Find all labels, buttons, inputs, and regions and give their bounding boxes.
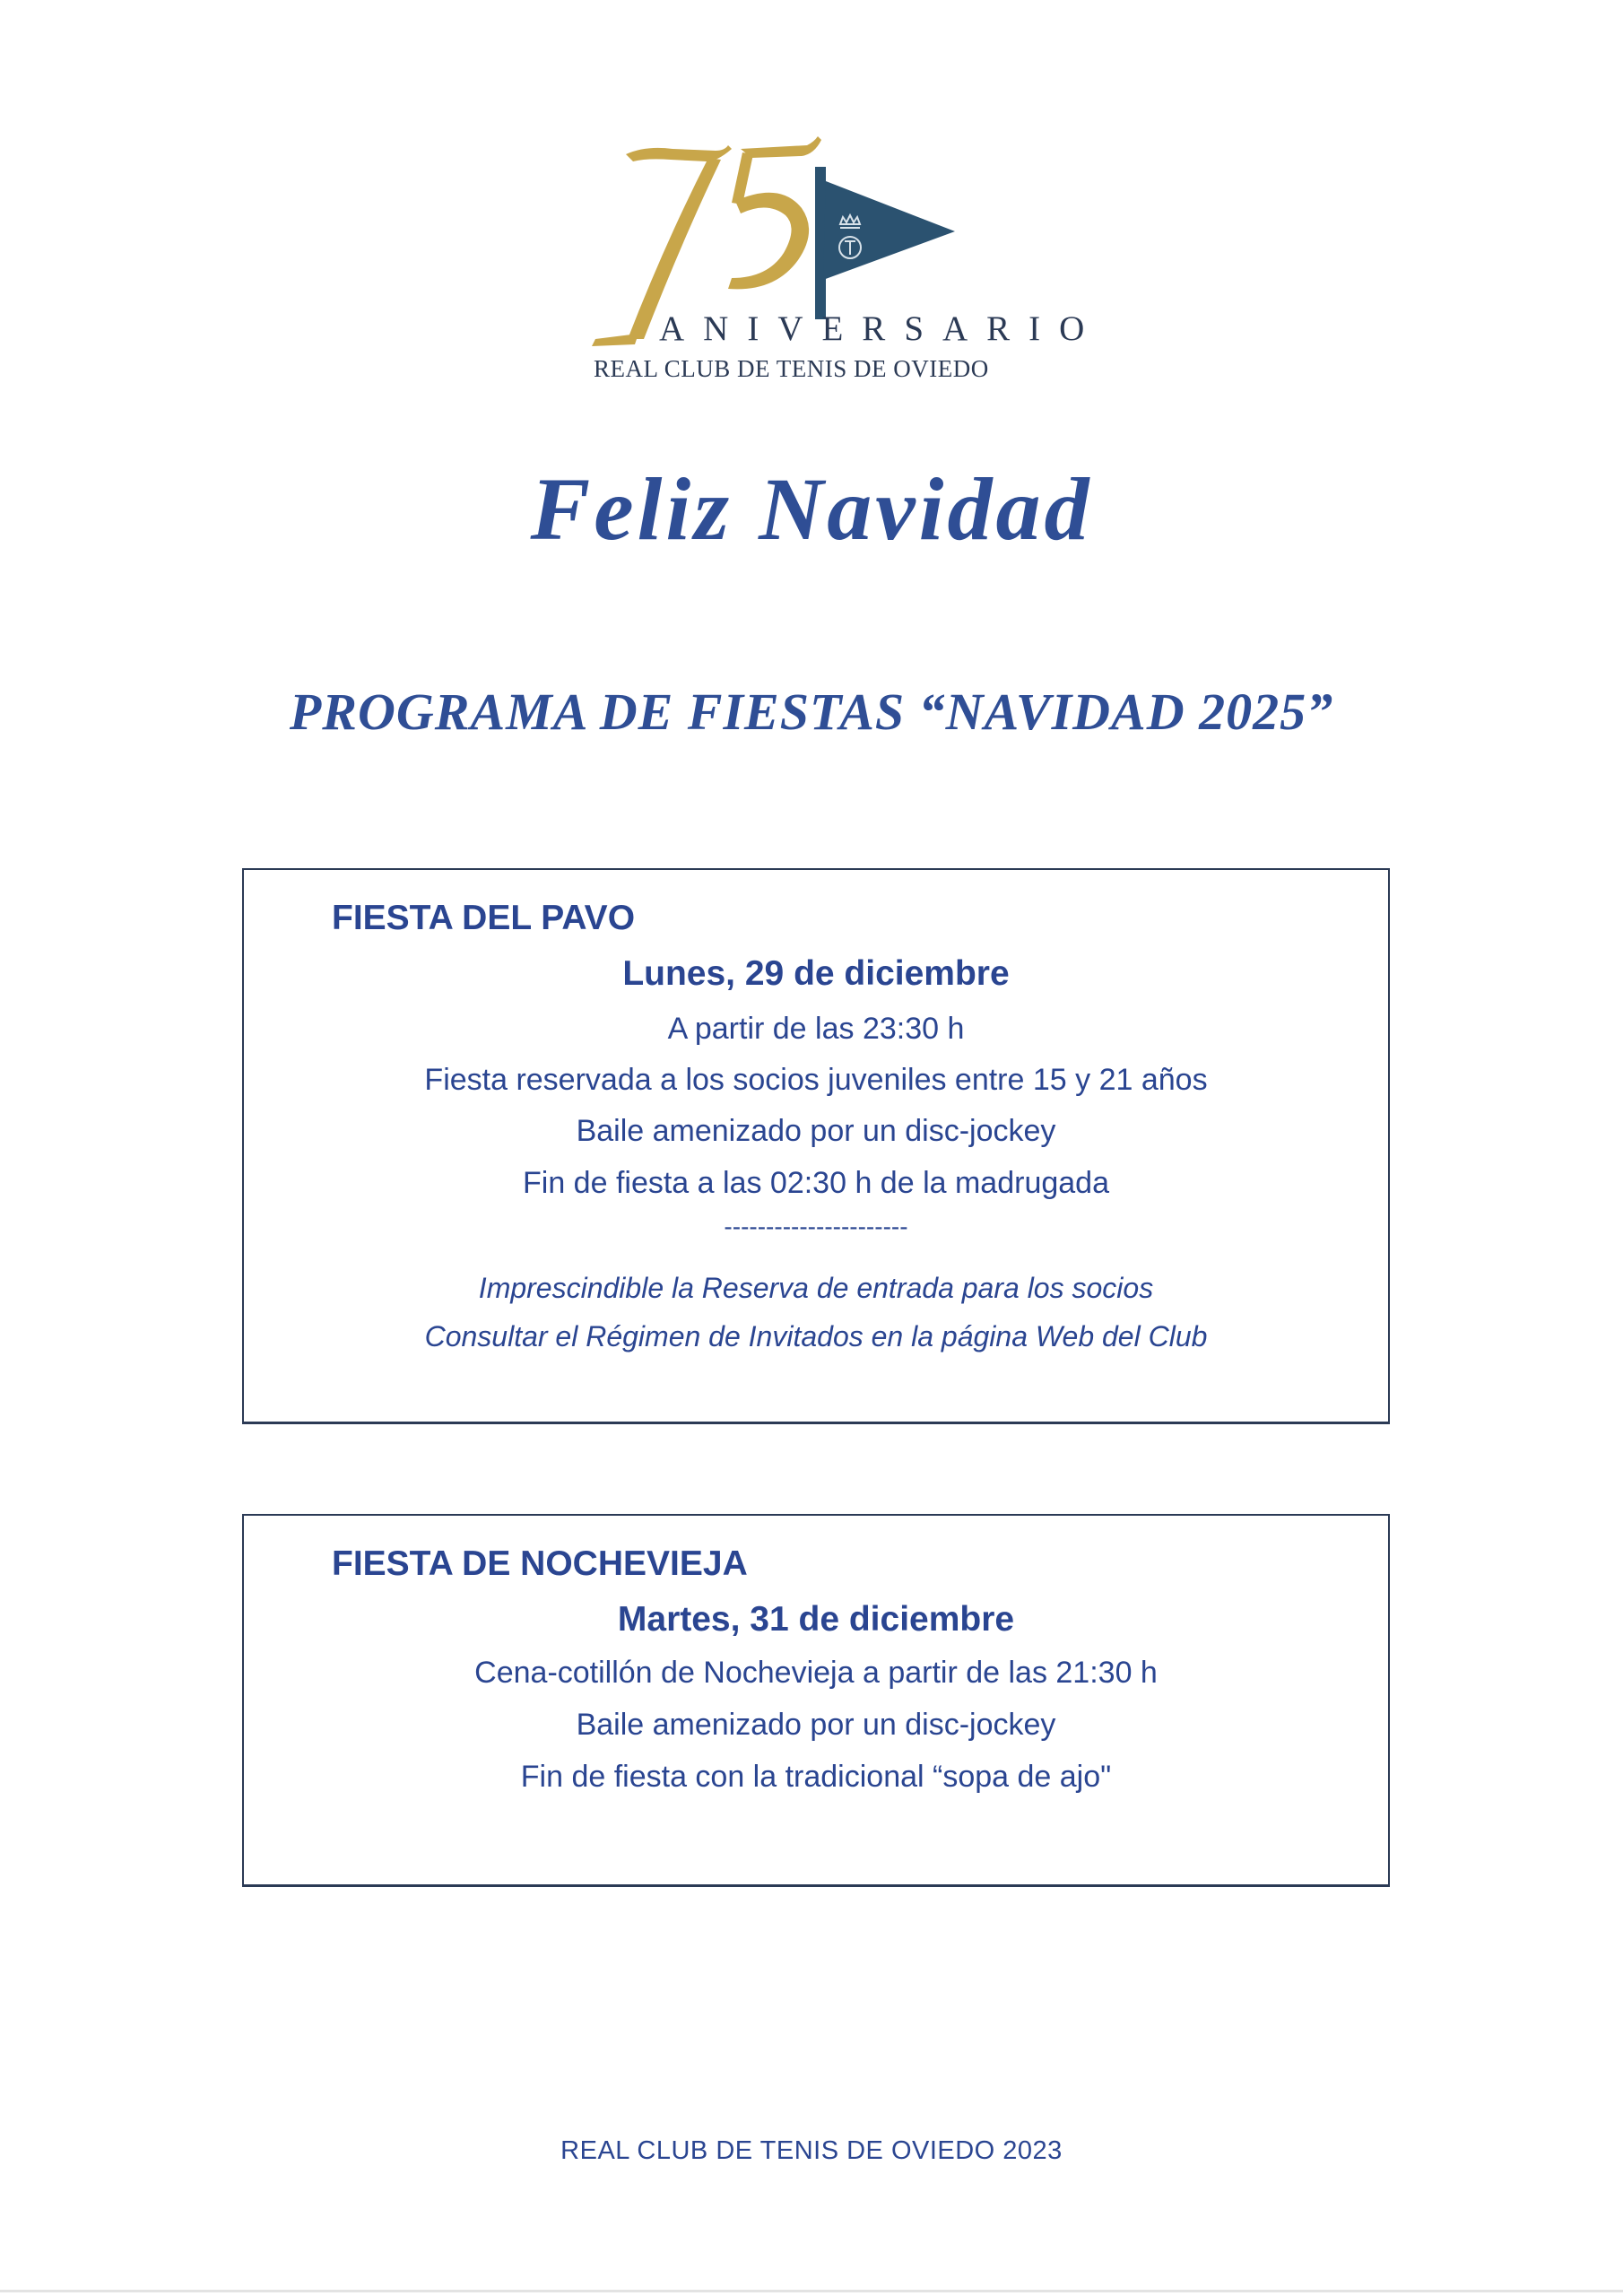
page-footer: REAL CLUB DE TENIS DE OVIEDO 2023 [560,2136,1063,2165]
event-line: A partir de las 23:30 h [667,1012,965,1046]
anniversary-logo [583,135,1104,395]
event-date: Lunes, 29 de diciembre [622,954,1010,993]
event-heading: FIESTA DEL PAVO [332,899,636,937]
event-heading: FIESTA DE NOCHEVIEJA [332,1544,748,1583]
page-title: Feliz Navidad [530,459,1093,559]
event-date: Martes, 31 de diciembre [617,1600,1015,1639]
event-separator: ---------------------- [724,1213,908,1240]
logo-club-name: REAL CLUB DE TENIS DE OVIEDO [594,355,989,382]
event-line: Fin de fiesta a las 02:30 h de la madrugada [523,1166,1109,1200]
program-subtitle: PROGRAMA DE FIESTAS “NAVIDAD 2025” [289,683,1334,741]
event-line: Baile amenizado por un disc-jockey [576,1114,1056,1148]
event-box-fiesta-de-nochevieja [242,1514,1390,1887]
event-box-fiesta-del-pavo [242,868,1390,1424]
event-line: Baile amenizado por un disc-jockey [576,1708,1056,1742]
event-note: Imprescindible la Reserva de entrada para los socios [478,1272,1154,1304]
event-note: Consultar el Régimen de Invitados en la página Web del Club [424,1320,1208,1352]
event-line: Fiesta reservada a los socios juveniles entre 15 y 21 años [424,1063,1208,1097]
event-line: Fin de fiesta con la tradicional “sopa de ajo" [520,1760,1112,1794]
logo-aniversario-text: ANIVERSARIO [659,309,1104,348]
bottom-divider [0,2290,1623,2292]
event-line: Cena-cotillón de Nochevieja a partir de las 21:30 h [474,1656,1158,1690]
